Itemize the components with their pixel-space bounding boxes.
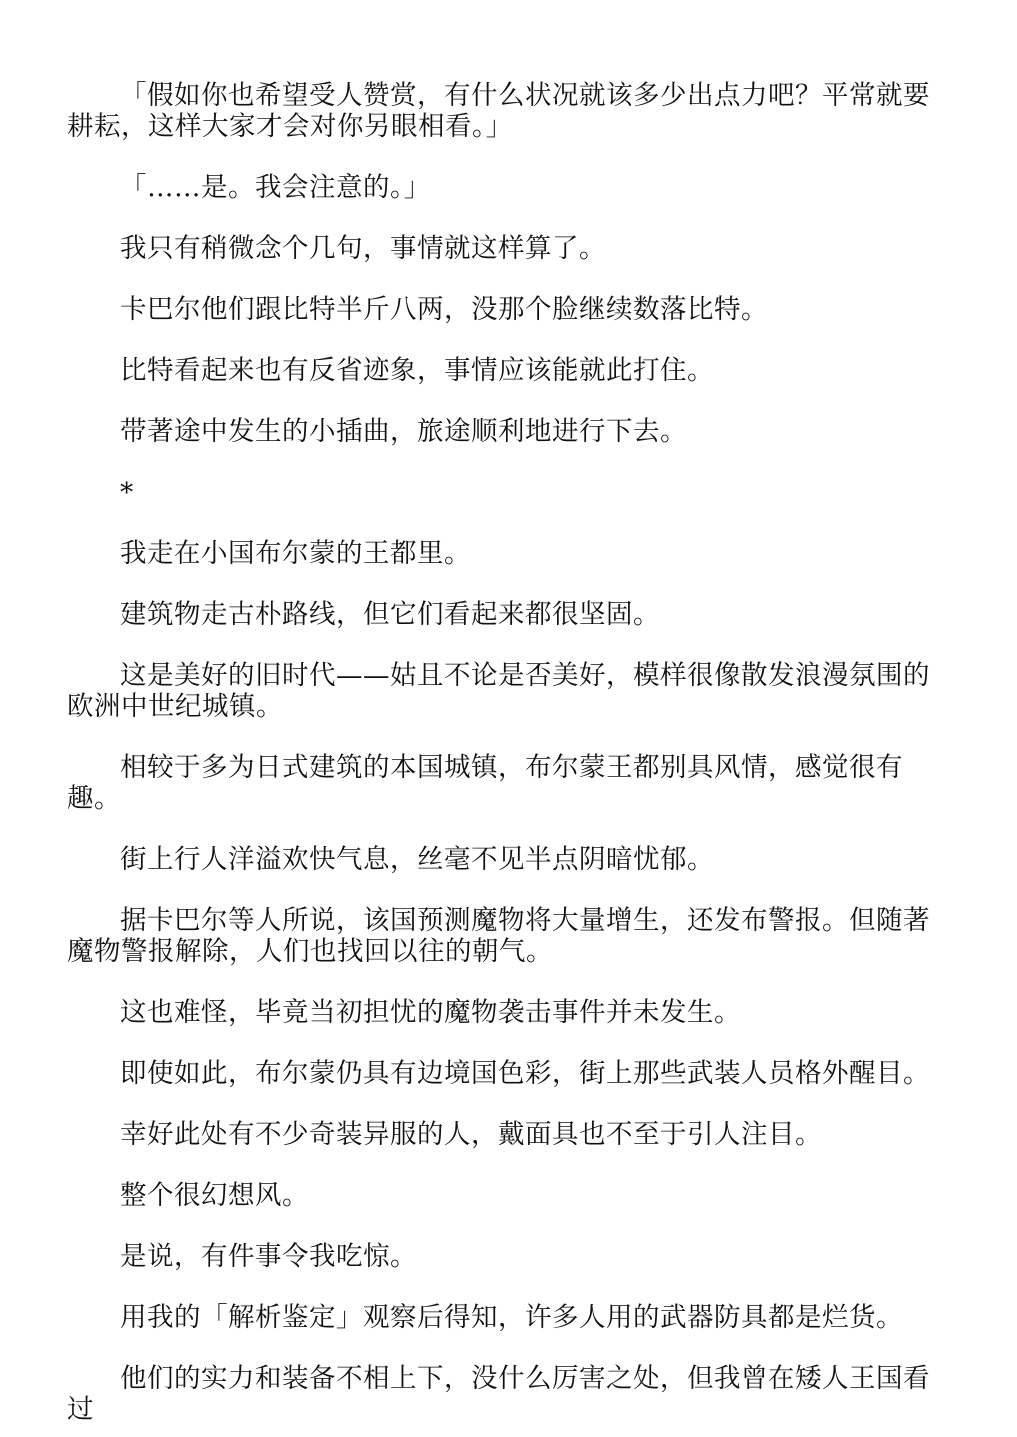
scene-break: * bbox=[120, 477, 134, 508]
paragraph-9: 这是美好的旧时代——姑且不论是否美好，模样很像散发浪漫氛围的欧洲中世纪城镇。 bbox=[67, 660, 930, 722]
paragraph-8: 建筑物走古朴路线，但它们看起来都很坚固。 bbox=[120, 599, 660, 630]
paragraph-5: 比特看起来也有反省迹象，事情应该能就此打住。 bbox=[120, 355, 714, 386]
paragraph-11: 街上行人洋溢欢快气息，丝毫不见半点阴暗忧郁。 bbox=[120, 844, 714, 875]
paragraph-17: 是说，有件事令我吃惊。 bbox=[120, 1241, 417, 1272]
page-text bbox=[67, 80, 947, 1425]
paragraph-16: 整个很幻想风。 bbox=[120, 1180, 309, 1211]
paragraph-7: 我走在小国布尔蒙的王都里。 bbox=[120, 538, 471, 569]
paragraph-13: 这也难怪，毕竟当初担忧的魔物袭击事件并未发生。 bbox=[120, 997, 741, 1028]
paragraph-14: 即使如此，布尔蒙仍具有边境国色彩，街上那些武装人员格外醒目。 bbox=[120, 1058, 930, 1089]
paragraph-1: 「假如你也希望受人赞赏，有什么状况就该多少出点力吧？平常就要耕耘，这样大家才会对你另眼相看。」 bbox=[67, 80, 930, 142]
paragraph-2: 「……是。我会注意的。」 bbox=[120, 172, 431, 203]
paragraph-10: 相较于多为日式建筑的本国城镇，布尔蒙王都别具风情，感觉很有趣。 bbox=[67, 752, 903, 814]
paragraph-18: 用我的「解析鉴定」观察后得知，许多人用的武器防具都是烂货。 bbox=[120, 1302, 903, 1333]
paragraph-4: 卡巴尔他们跟比特半斤八两，没那个脸继续数落比特。 bbox=[120, 294, 768, 325]
paragraph-6: 带著途中发生的小插曲，旅途顺利地进行下去。 bbox=[120, 416, 687, 447]
paragraph-3: 我只有稍微念个几句，事情就这样算了。 bbox=[120, 233, 606, 264]
paragraph-19: 他们的实力和装备不相上下，没什么厉害之处，但我曾在矮人王国看过 bbox=[67, 1363, 930, 1425]
paragraph-15: 幸好此处有不少奇装异服的人，戴面具也不至于引人注目。 bbox=[120, 1119, 822, 1150]
paragraph-12: 据卡巴尔等人所说，该国预测魔物将大量增生，还发布警报。但随著魔物警报解除，人们也找回以往的朝气。 bbox=[67, 905, 930, 967]
